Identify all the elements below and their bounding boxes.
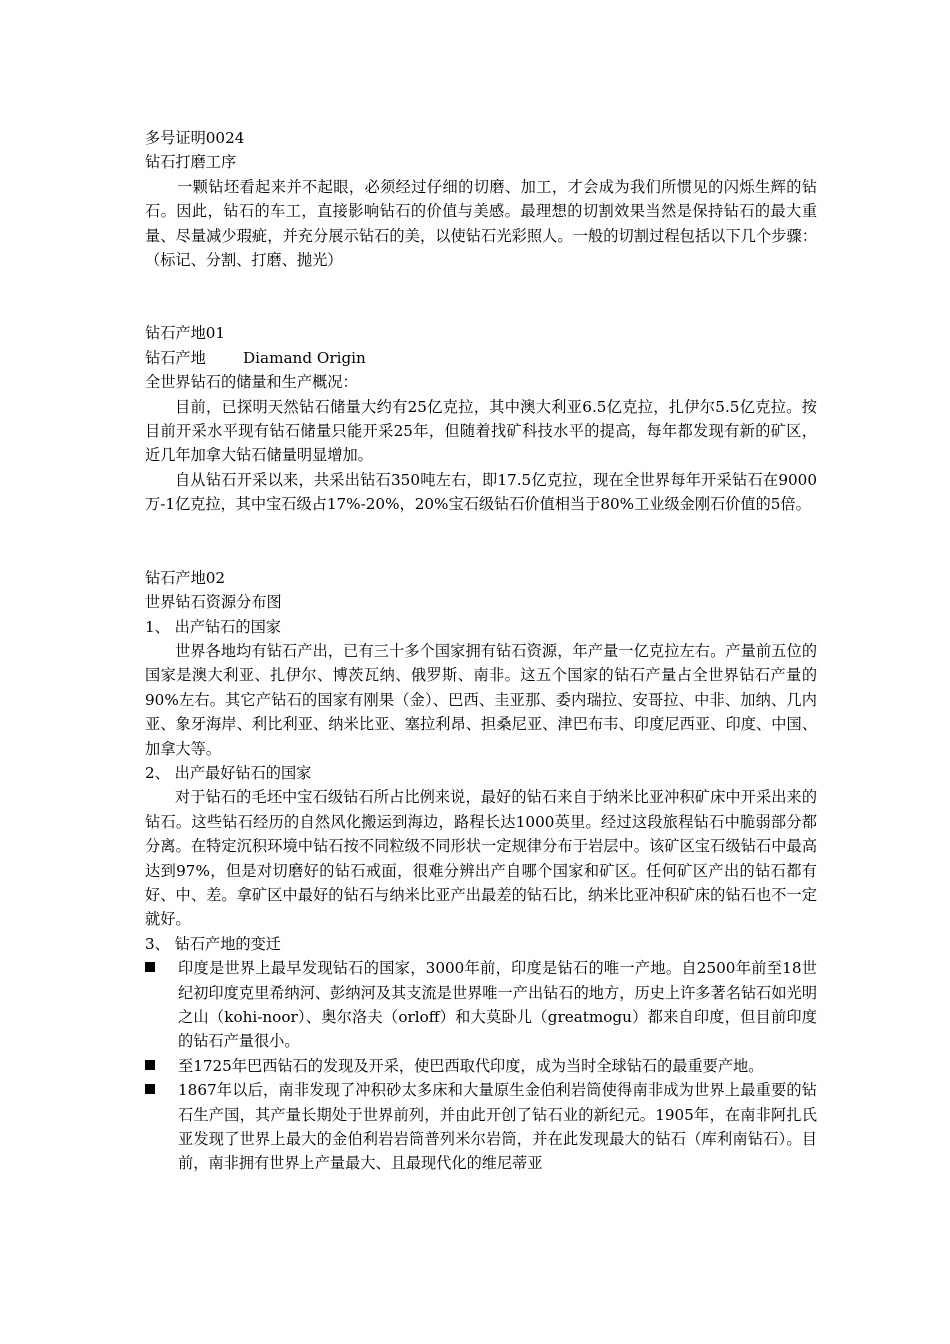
paragraph: 对于钻石的毛坯中宝石级钻石所占比例来说，最好的钻石来自于纳米比亚冲积矿床中开采出来的钻石。这些钻石经历的自然风化搬运到海边，路程长达1000英里。经过这段旅程钻石中脆弱部分都分离。在特定沉积环境中钻石按不同粒级不同形状一定规律分布于岩层中。该矿区宝石级钻石中最高达到97%，但是对切磨好的钻石戒面，很难分辨出产自哪个国家和矿区。任何矿区产出的钻石都有好、中、差。拿矿区中最好的钻石与纳米比亚产出最差的钻石比，纳米比亚冲积矿床的钻石也不一定就好。 [145, 788, 817, 929]
numbered-heading: 2、 出产最好钻石的国家 [145, 763, 312, 782]
bullet-text: 至1725年巴西钻石的发现及开采，使巴西取代印度，成为当时全球钻石的最重要产地。 [178, 1056, 764, 1075]
bullet-item [145, 1078, 817, 1176]
spacer [145, 272, 817, 321]
doc-title: 多号证明0024 [145, 129, 245, 147]
paragraph: 自从钻石开采以来，共采出钻石350吨左右，即17.5亿克拉，现在全世界每年开采钻石在9000万-1亿克拉，其中宝石级占17%-20%，20%宝石级钻石价值相当于80%工业级金刚石价值的5倍。 [145, 470, 817, 514]
heading-en: Diamand Origin [243, 348, 366, 367]
square-bullet-icon [145, 1084, 155, 1094]
bullet-text: 1867年以后，南非发现了冲积砂太多床和大量原生金伯利岩筒使得南非成为世界上最重要的钻石生产国，其产量长期处于世界前列，并由此开创了钻石业的新纪元。1905年，在南非阿扎氏亚发现了世界上最大的金伯利岩岩筒普列米尔岩筒，并在此发现最大的钻石（库利南钻石）。目前，南非拥有世界上产量最大、且最现代化的维尼蒂亚 [178, 1081, 817, 1173]
bullet-text: 印度是世界上最早发现钻石的国家，3000年前，印度是钻石的唯一产地。自2500年前至18世纪初印度克里希纳河、彭纳河及其支流是世界唯一产出钻石的地方，历史上许多著名钻石如光明之山（kohi-noor）、奥尔洛夫（orloff）和大莫卧儿（greatmogu）都来自印度，但目前印度的钻石产量很小。 [178, 959, 817, 1051]
paragraph: 目前，已探明天然钻石储量大约有25亿克拉，其中澳大利亚6.5亿克拉，扎伊尔5.5亿克拉。按目前开采水平现有钻石储量只能开采25年，但随着找矿科技水平的提高，每年都发现有新的矿区，近几年加拿大钻石储量明显增加。 [145, 397, 817, 465]
section-heading [145, 346, 817, 370]
numbered-heading: 3、 钻石产地的变迁 [145, 934, 281, 953]
square-bullet-icon [145, 962, 155, 972]
document-body [145, 126, 817, 1176]
numbered-heading: 1、 出产钻石的国家 [145, 617, 281, 636]
heading-cn: 钻石产地 [145, 348, 206, 367]
section-heading: 世界钻石资源分布图 [145, 593, 282, 612]
section-title: 钻石产地01 [145, 324, 226, 343]
bullet-list [145, 956, 817, 1176]
subheading: 全世界钻石的储量和生产概况： [145, 373, 358, 392]
paragraph: 世界各地均有钻石产出，已有三十多个国家拥有钻石资源，年产量一亿克拉左右。产量前五位的国家是澳大利亚、扎伊尔、博茨瓦纳、俄罗斯、南非。这五个国家的钻石产量占全世界钻石产量的90%左右。其它产钻石的国家有刚果（金）、巴西、圭亚那、委内瑞拉、安哥拉、中非、加纳、几内亚、象牙海岸、利比利亚、纳米比亚、塞拉利昂、担桑尼亚、津巴布韦、印度尼西亚、印度、中国、加拿大等。 [145, 641, 817, 758]
paragraph: 一颗钻坯看起来并不起眼，必须经过仔细的切磨、加工，才会成为我们所惯见的闪烁生辉的钻石。因此，钻石的车工，直接影响钻石的价值与美感。最理想的切割效果当然是保持钻石的最大重量、尽量减少瑕疵，并充分展示钻石的美，以使钻石光彩照人。一般的切割过程包括以下几个步骤：（标记、分割、打磨、抛光） [145, 177, 817, 270]
bullet-item [145, 956, 817, 1054]
square-bullet-icon [145, 1060, 155, 1070]
bullet-item [145, 1054, 817, 1078]
section-heading: 钻石打磨工序 [145, 153, 237, 172]
spacer [145, 517, 817, 566]
section-title: 钻石产地02 [145, 568, 226, 587]
